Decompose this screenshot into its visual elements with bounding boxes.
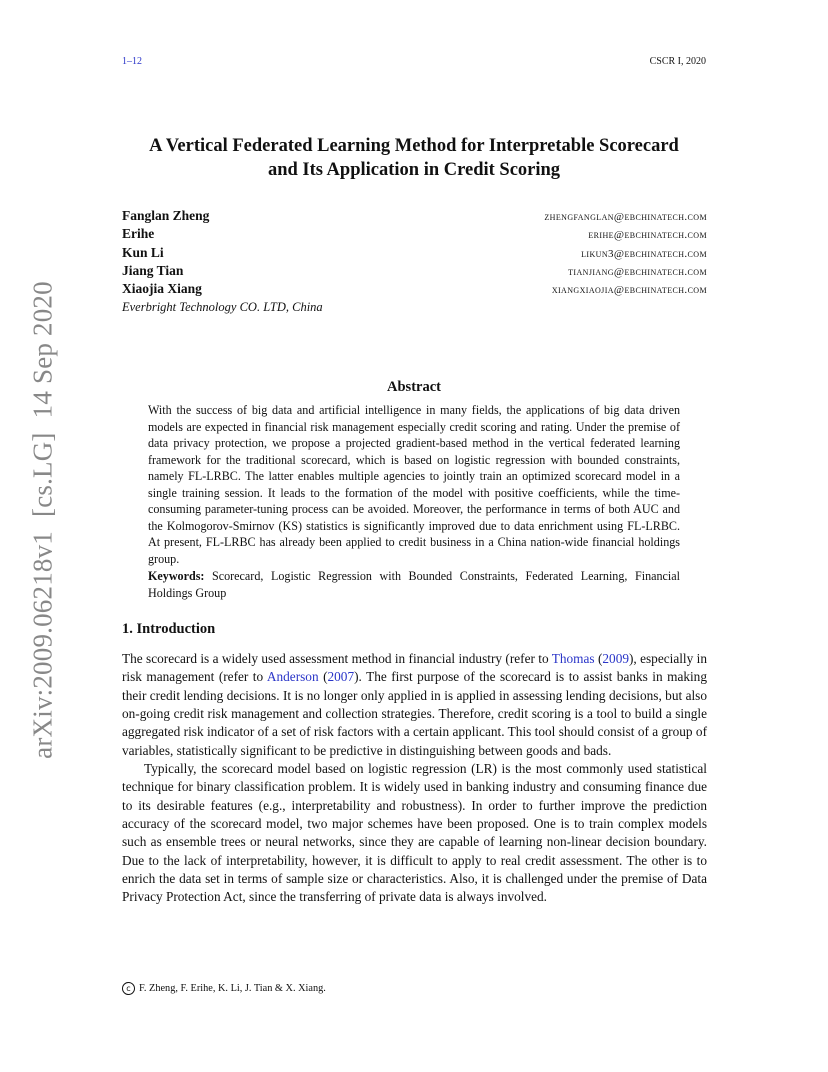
page-range: 1–12 xyxy=(122,56,142,67)
arxiv-id: arXiv:2009.06218v1 xyxy=(27,531,58,759)
introduction-body xyxy=(122,650,707,907)
keywords-label: Keywords: xyxy=(148,569,205,583)
citation-anderson-year[interactable]: 2007 xyxy=(327,669,355,685)
intro-p1-text-c: ). The first purpose of the scorecard is to assist banks in making their credit lending decisions. It is no longer only applied in is applied in assessing lending decisions, but also on-going credit risk management and collection strategies. Therefore, credit scoring is a tool to build a single aggregated risk indicator of a set of risk factors with a certain applicant. This tool should consist of a group of variables, statistically significant to be predictive in distinguishing between goods and bads. xyxy=(122,669,707,758)
author-row xyxy=(122,226,707,244)
keywords-list: Scorecard, Logistic Regression with Bounded Constraints, Federated Learning, Financial Holdings Group xyxy=(148,569,680,600)
title-line-1: A Vertical Federated Learning Method for Interpretable Scorecard xyxy=(149,136,679,156)
author-email: likun3@ebchinatech.com xyxy=(581,247,707,260)
author-email: tianjiang@ebchinatech.com xyxy=(568,265,707,278)
keywords xyxy=(148,568,680,601)
author-name: Erihe xyxy=(122,226,155,242)
author-email: xiangxiaojia@ebchinatech.com xyxy=(551,284,707,297)
author-block xyxy=(122,208,707,315)
venue-label: CSCR I, 2020 xyxy=(649,56,706,67)
author-email: zhengfanglan@ebchinatech.com xyxy=(544,211,707,223)
abstract-block xyxy=(148,402,680,601)
title-line-2: and Its Application in Credit Scoring xyxy=(267,160,561,180)
author-name: Fanglan Zheng xyxy=(122,208,210,223)
arxiv-sidebar-stamp xyxy=(28,281,59,759)
citation-anderson-author[interactable]: Anderson xyxy=(266,669,319,685)
copyright-text: F. Zheng, F. Erihe, K. Li, J. Tian & X. Xiang. xyxy=(139,982,326,994)
author-name: Xiaojia Xiang xyxy=(122,281,202,297)
arxiv-category: [cs.LG] xyxy=(27,432,58,517)
citation-thomas-author[interactable]: Thomas xyxy=(551,651,595,666)
abstract-heading: Abstract xyxy=(387,379,441,395)
author-name: Kun Li xyxy=(122,244,164,260)
author-row xyxy=(122,281,707,299)
intro-p1-text-b: ), especially in risk management (refer to xyxy=(122,651,707,685)
author-row xyxy=(122,245,707,263)
section-heading-introduction: 1. Introduction xyxy=(122,621,216,637)
copyright-footer xyxy=(122,982,326,995)
author-row xyxy=(122,208,707,226)
intro-p1-text-a: The scorecard is a widely used assessment method in financial industry (refer to xyxy=(122,651,552,666)
author-email: erihe@ebchinatech.com xyxy=(588,229,707,242)
author-row xyxy=(122,263,707,281)
author-name: Jiang Tian xyxy=(122,262,184,278)
abstract-text: With the success of big data and artificial intelligence in many fields, the applications of big data driven models are expected in financial risk management especially credit scoring and rating. Under the premise of data privacy protection, we propose a projected gradient-based method in the vertical federated learning framework for the traditional scorecard, which is based on logistic regression with bounded constraints, namely FL-LRBC. The latter enables multiple agencies to jointly train an optimized scorecard model in a single training session. It leads to the formation of the model with positive coefficients, while the time-consuming parameter-tuning process can be avoided. Moreover, the performance in terms of both AUC and the Kolmogorov-Smirnov (KS) statistics is significantly improved due to data enrichment using FL-LRBC. At present, FL-LRBC has already been applied to credit business in a China nation-wide financial holdings group. xyxy=(148,403,680,566)
intro-paragraph-1: The scorecard is a widely used assessment method in financial industry (refer to Thomas (2009), especially in risk management (refer to Anderson (2007). The first purpose of the scorecard is to assist banks in making their credit lending decisions. It is no longer only applied in is applied in assessing lending decisions, but also on-going credit risk management and collection strategies. Therefore, credit scoring is a tool to build a single aggregated risk indicator of a set of risk factors with a certain applicant. This tool should consist of a group of variables, statistically significant to be predictive in distinguishing between goods and bads. xyxy=(122,651,707,758)
citation-thomas-year[interactable]: 2009 xyxy=(602,651,629,666)
arxiv-date: 14 Sep 2020 xyxy=(27,281,58,419)
copyright-icon: c xyxy=(122,982,135,995)
affiliation: Everbright Technology CO. LTD, China xyxy=(122,300,323,315)
intro-paragraph-2: Typically, the scorecard model based on logistic regression (LR) is the most commonly used statistical technique for binary classification problem. It is widely used in banking industry and consuming finance due to its desirable features (e.g., interpretability and robustness). In order to further improve the prediction accuracy of the scorecard model, two major schemes have been proposed. One is to train complex models such as ensemble trees or neural networks, since they are capable of learning non-linear decision boundary. Due to the lack of interpretability, however, it is difficult to apply to real credit assessment. The other is to enrich the data set in terms of sample size or characteristics. Also, it is challenged under the premise of Data Privacy Protection Act, since the transferring of private data is always involved. xyxy=(122,761,707,905)
paper-title xyxy=(0,134,828,182)
